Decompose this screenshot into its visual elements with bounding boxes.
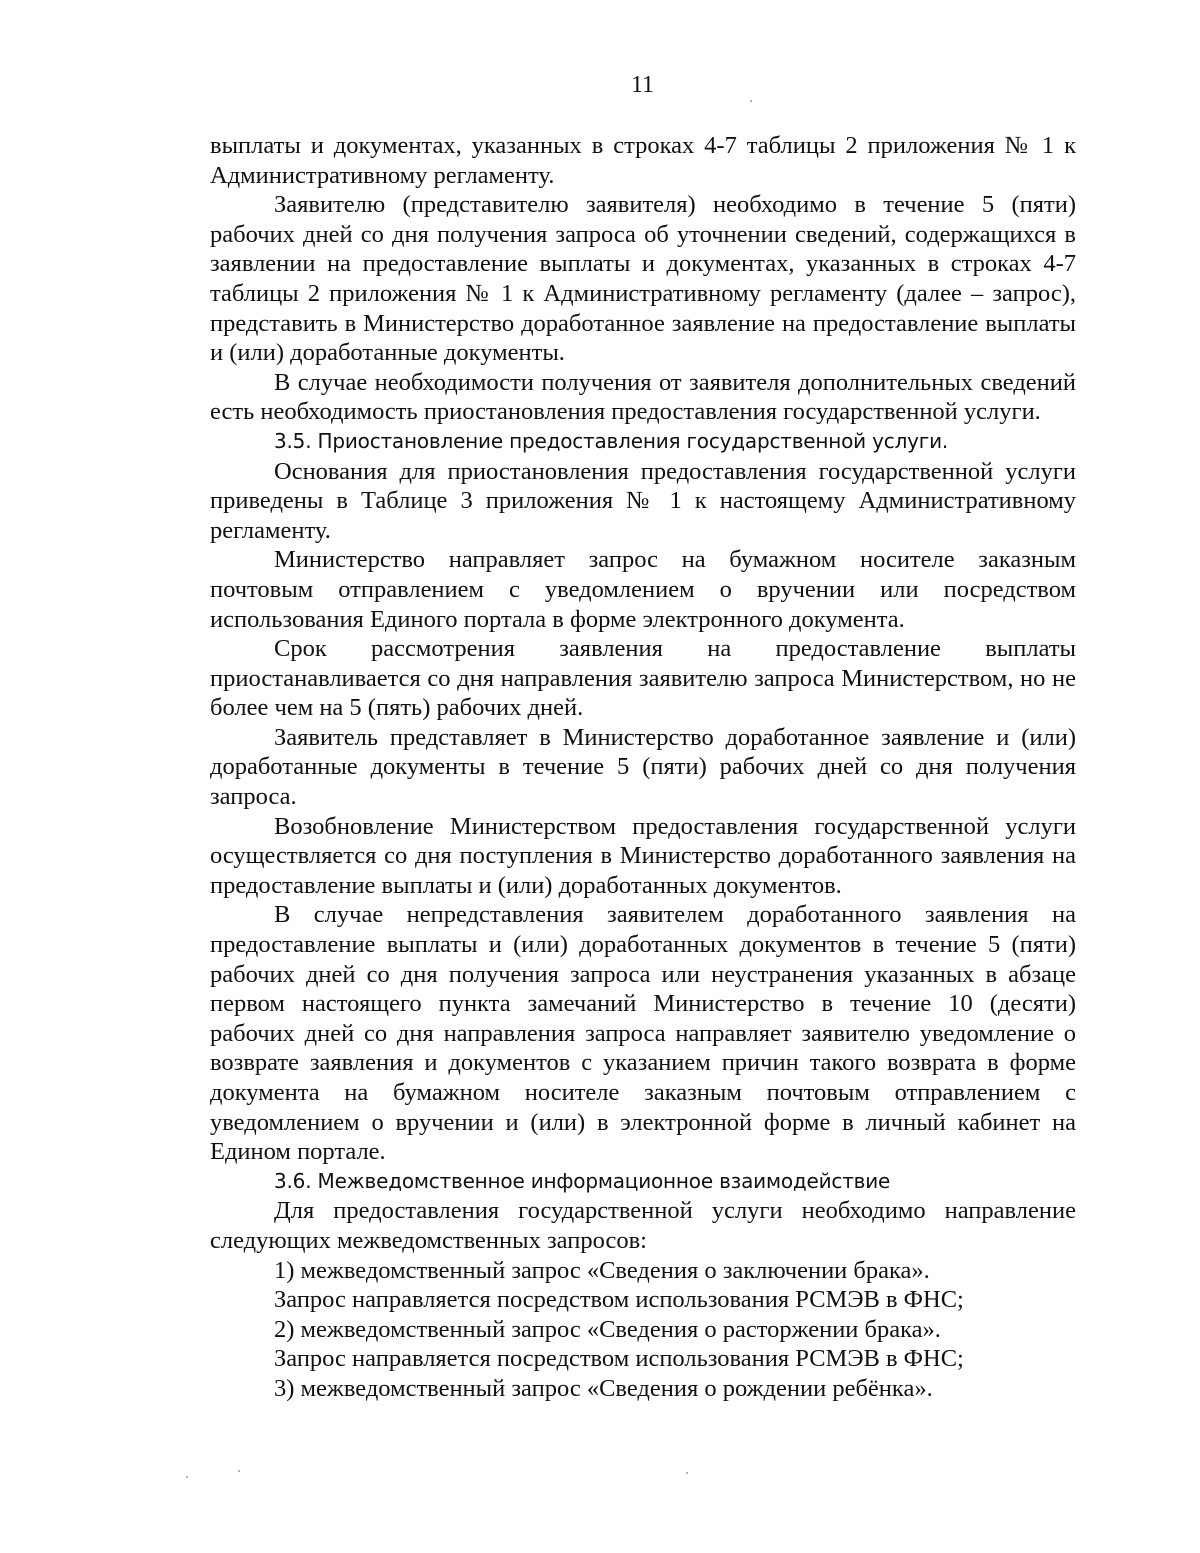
paragraph: Заявителю (представителю заявителя) необходимо в течение 5 (пяти) рабочих дней со дня получения запроса об уточнении сведений, содержащихся в заявлении на предоставление выплаты и документах, указанных в строках 4-7 таблицы 2 приложения № 1 к Административному регламенту (далее – запрос), представить в Министерство доработанное заявление на предоставление выплаты и (или) доработанные документы. xyxy=(210,191,1076,367)
section-heading: 3.5. Приостановление предоставления государственной услуги. xyxy=(274,428,949,453)
paragraph: выплаты и документах, указанных в строках 4-7 таблицы 2 приложения № 1 к Административному регламенту. xyxy=(210,132,1076,189)
scan-speck xyxy=(750,100,752,102)
paragraph: Для предоставления государственной услуги необходимо направление следующих межведомственных запросов: xyxy=(210,1197,1076,1254)
paragraph: В случае необходимости получения от заявителя дополнительных сведений есть необходимость приостановления предоставления государственной услуги. xyxy=(210,368,1076,426)
paragraph: Возобновление Министерством предоставления государственной услуги осуществляется со дня поступления в Министерство доработанного заявления на предоставление выплаты и (или) доработанных документов. xyxy=(210,812,1076,899)
page-number: 11 xyxy=(630,72,655,98)
list-item: 2) межведомственный запрос «Сведения о расторжении брака». xyxy=(274,1315,941,1343)
paragraph: Срок рассмотрения заявления на предоставление выплаты приостанавливается со дня направления заявителю запроса Министерством, но не более чем на 5 (пять) рабочих дней. xyxy=(210,635,1076,722)
list-item: 3) межведомственный запрос «Сведения о рождении ребёнка». xyxy=(274,1374,933,1402)
section-heading: 3.6. Межведомственное информационное взаимодействие xyxy=(274,1168,891,1193)
scan-speck xyxy=(686,1472,688,1474)
scan-speck xyxy=(238,1470,240,1472)
scan-speck xyxy=(186,1476,188,1478)
list-item: Запрос направляется посредством использования РСМЭВ в ФНС; xyxy=(274,1345,964,1373)
list-item: 1) межведомственный запрос «Сведения о заключении брака». xyxy=(274,1256,930,1284)
paragraph: Заявитель представляет в Министерство доработанное заявление и (или) доработанные документы в течение 5 (пяти) рабочих дней со дня получения запроса. xyxy=(210,723,1076,811)
paragraph: Основания для приостановления предоставления государственной услуги приведены в Таблице 3 приложения № 1 к настоящему Административному регламенту. xyxy=(210,457,1076,544)
paragraph: В случае непредставления заявителем доработанного заявления на предоставление выплаты и (или) доработанных документов в течение 5 (пяти) рабочих дней со дня получения запроса или неустранения указанных в абзаце первом настоящего пункта замечаний Министерство в течение 10 (десяти) рабочих дней со дня направления запроса направляет заявителю уведомление о возврате заявления и документов с указанием причин такого возврата в форме документа на бумажном носителе заказным почтовым отправлением с уведомлением о вручении и (или) в электронной форме в личный кабинет на Едином портале. xyxy=(210,901,1076,1166)
document-body xyxy=(210,131,1076,1404)
list-item: Запрос направляется посредством использования РСМЭВ в ФНС; xyxy=(274,1286,964,1314)
paragraph: Министерство направляет запрос на бумажном носителе заказным почтовым отправлением с уведомлением о вручении или посредством использования Единого портала в форме электронного документа. xyxy=(210,546,1076,633)
